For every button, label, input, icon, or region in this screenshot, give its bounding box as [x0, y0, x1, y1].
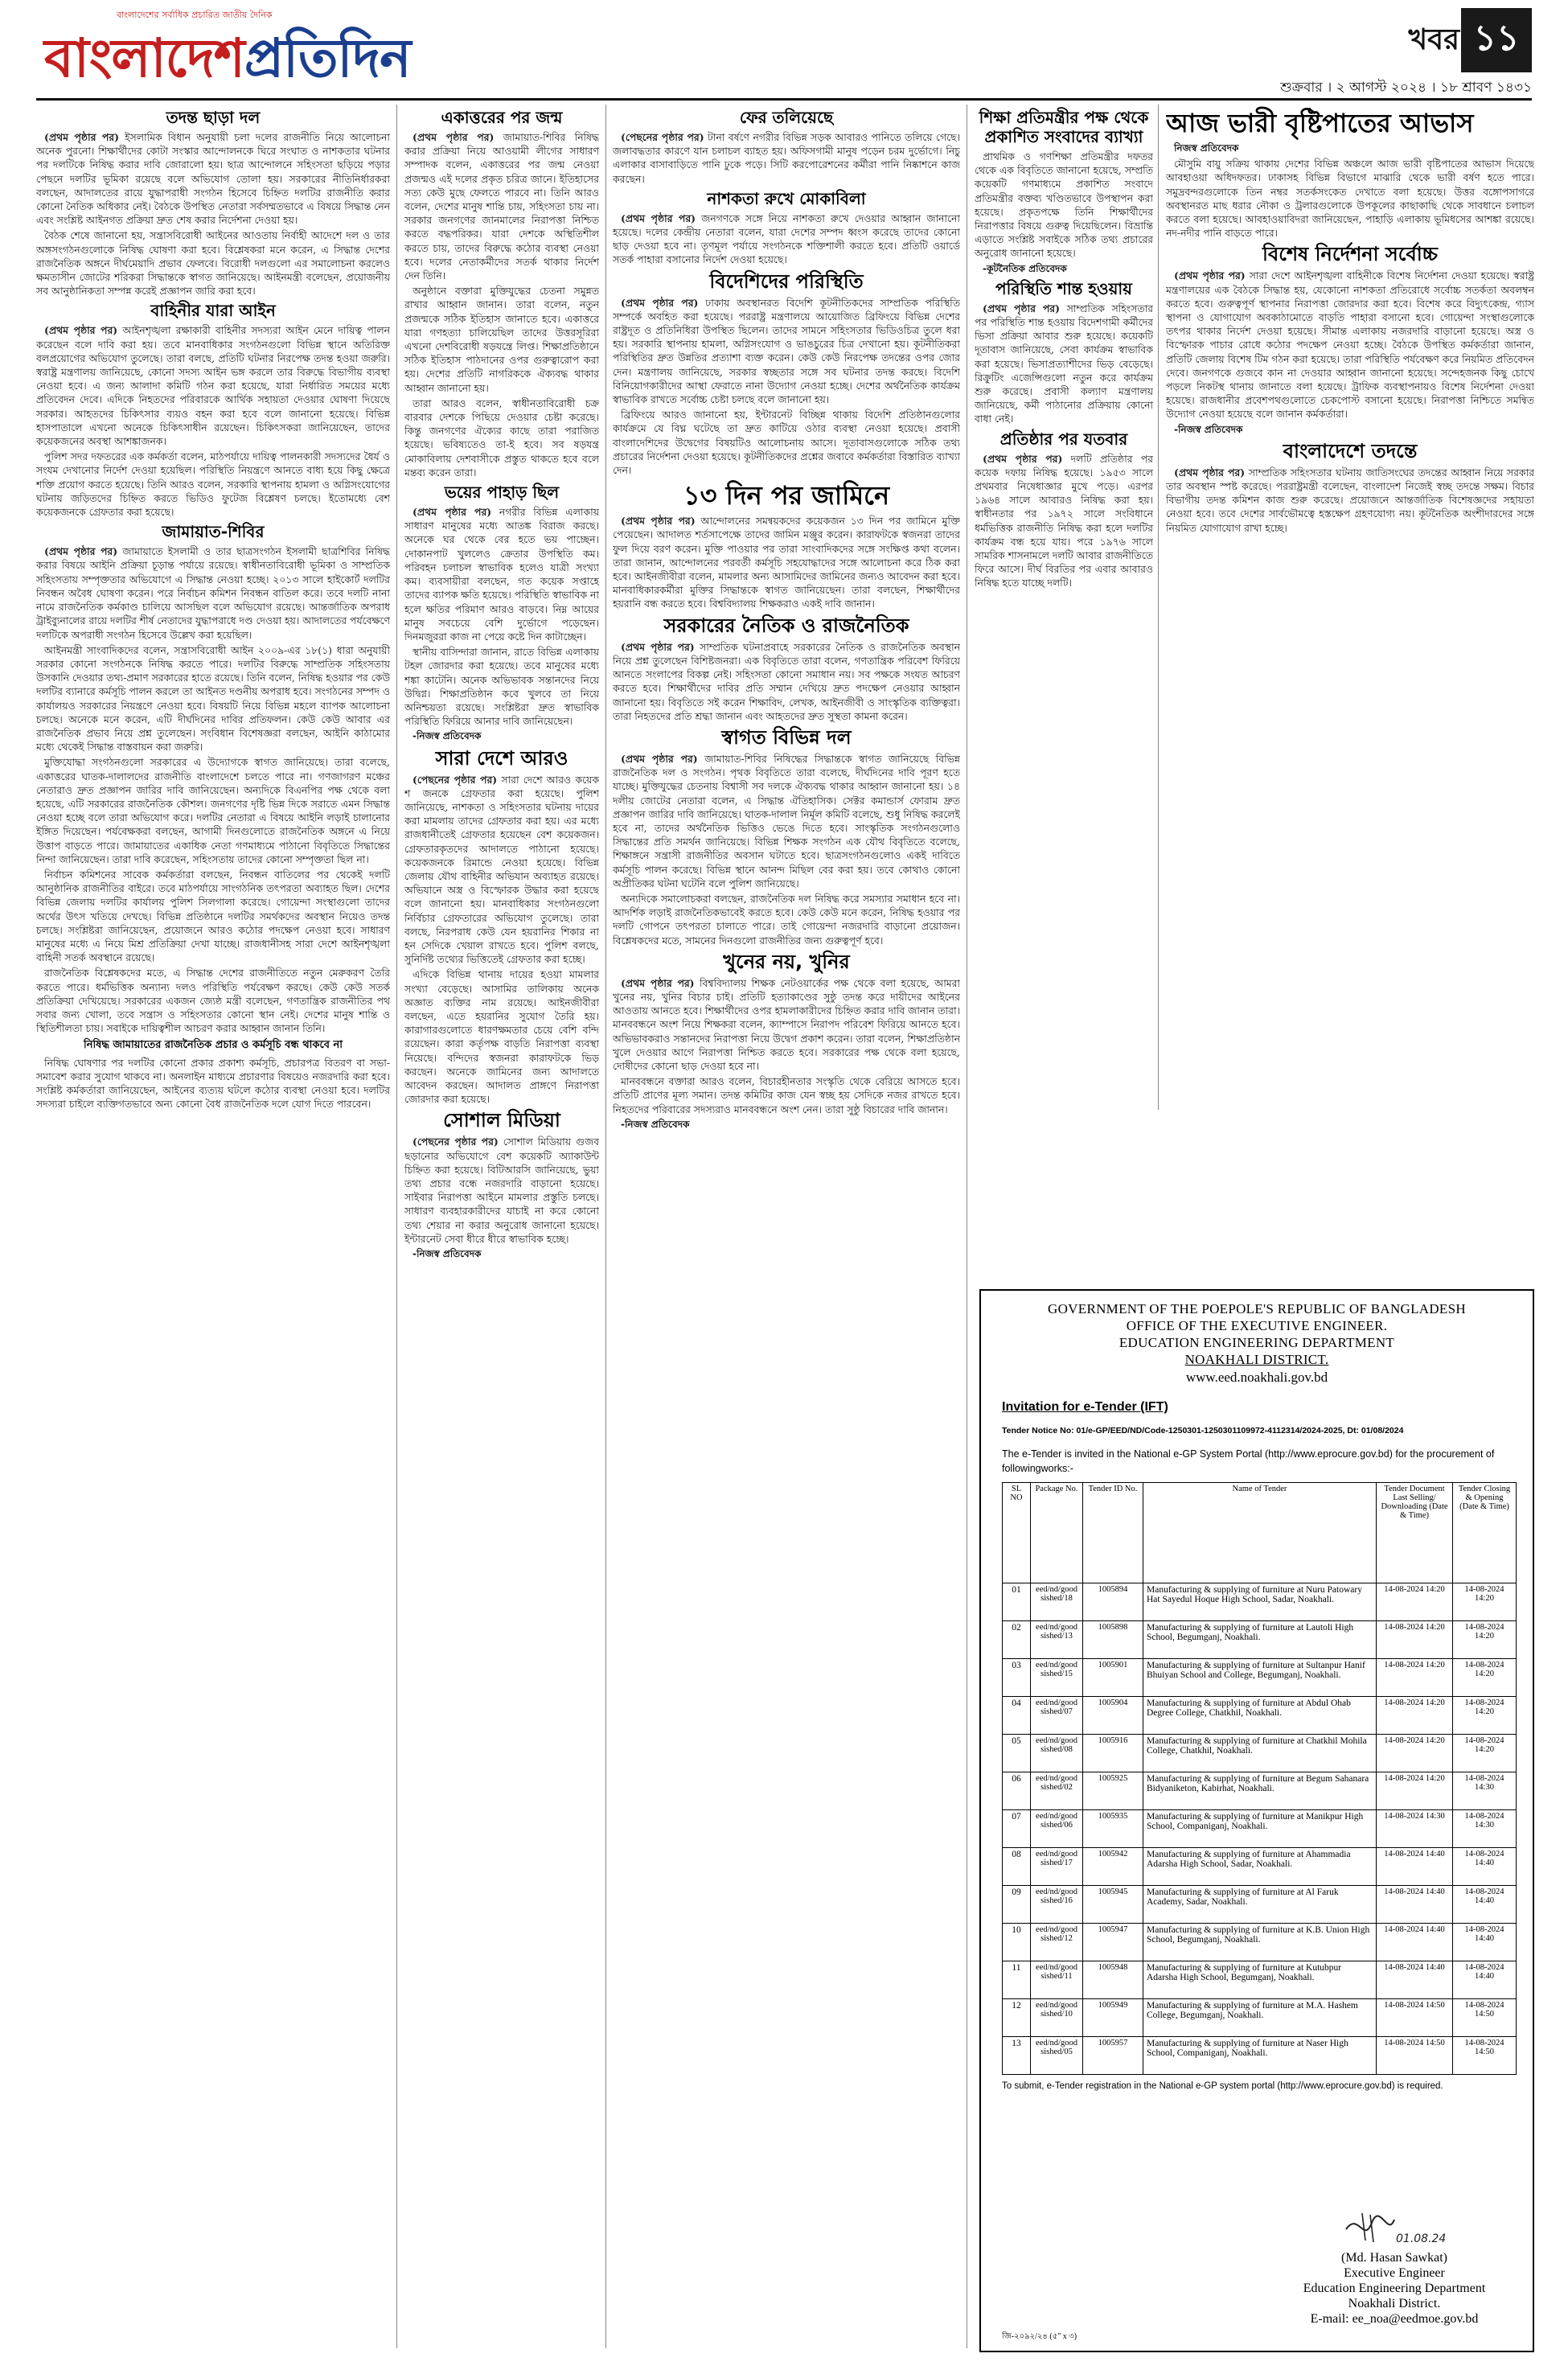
table-row	[1003, 1810, 1517, 1848]
column-divider	[1158, 105, 1159, 1110]
tender-advertisement	[979, 1289, 1534, 2352]
headline: আজ ভারী বৃষ্টিপাতের আভাস	[1166, 108, 1474, 138]
tender-id-cell: 1005925	[1083, 1772, 1143, 1810]
article-text: (প্রথম পৃষ্ঠার পর) দলটি প্রতিষ্ঠার পর কয়েক দফায় নিষিদ্ধ হয়েছে। ১৯৫৩ সালে প্রথমবার নিষেধাজ্ঞার মুখে পড়ে। এরপর ১৯৬৪ সালে আবারও নিষিদ্ধ করা হয়। স্বাধীনতার পর ১৯৭২ সালে সংবিধানে ধর্মভিত্তিক রাজনীতি নিষিদ্ধ করা হলে দলটির কার্যক্রম বন্ধ হয়ে যায়। পরে ১৯৭৬ সালে সামরিক শাসনামলে দলটি আবার রাজনীতিতে ফিরে আসে। দীর্ঘ বিরতির পর এবার আবারও নিষিদ্ধ হতে যাচ্ছে দলটি।	[975, 452, 1153, 589]
tender-sl-cell: 03	[1003, 1659, 1031, 1697]
tender-package-cell: eed/nd/good sished/10	[1031, 1999, 1083, 2037]
article-column-4	[975, 105, 1153, 1110]
headline: শিক্ষা প্রতিমন্ত্রীর পক্ষ থেকে প্রকাশিত সংবাদের ব্যাখ্যা	[979, 108, 1149, 146]
article-text: (প্রথম পৃষ্ঠার পর) আন্দোলনের সমন্বয়কদের কয়েকজন ১৩ দিন পর জামিনে মুক্তি পেয়েছেন। আদালত শর্তসাপেক্ষে তাদের জামিন মঞ্জুর করেন। কারাফটকে স্বজনরা তাদের ফুল দিয়ে বরণ করেন। মুক্তি পাওয়ার পর তারা সাংবাদিকদের সঙ্গে সংক্ষিপ্ত কথা বলেন। তারা জানান, আন্দোলনের পরবর্তী কর্মসূচি সহযোদ্ধাদের সঙ্গে আলোচনা করে ঠিক করা হবে। আইনজীবীরা বলেন, মামলার অন্য আসামিদের জামিনের জন্যও আবেদন করা হবে। মানবাধিকারকর্মীরা মুক্তির সিদ্ধান্তকে স্বাগত জানিয়েছেন। তারা বলছেন, শিক্ষার্থীদের হয়রানি বন্ধ করতে হবে। বিশ্ববিদ্যালয় শিক্ষকরাও একই দাবি জানান।	[613, 515, 960, 610]
col-sl: SL NO	[1003, 1483, 1031, 1583]
article-text: (প্রথম পৃষ্ঠার পর) সাম্প্রতিক সহিংসতার ঘটনায় জাতিসংঘের তদন্তের আহ্বান নিয়ে সরকার তার অবস্থান স্পষ্ট করেছে। পররাষ্ট্রমন্ত্রী বলেছেন, বাংলাদেশ নিজেই স্বচ্ছ তদন্তে সক্ষম। বিচার বিভাগীয় তদন্ত কমিশন কাজ শুরু করেছে। প্রয়োজনে আন্তর্জাতিক বিশেষজ্ঞদের সহায়তা নেওয়া হবে। তবে দেশের সার্বভৌমত্বে হস্তক্ষেপ গ্রহণযোগ্য নয়। কূটনৈতিক অংশীদারদের সঙ্গে নিয়মিত যোগাযোগ রাখা হচ্ছে।	[1166, 466, 1534, 534]
tender-id-cell: 1005942	[1083, 1848, 1143, 1886]
headline: প্রতিষ্ঠার পর যতবার	[999, 429, 1128, 449]
tender-doc-date-cell: 14-08-2024 14:20	[1377, 1659, 1453, 1697]
tender-closing-date-cell: 14-08-2024 14:20	[1453, 1621, 1517, 1659]
ad-code: জি-২০৯২/২৪ (৫" x ৩)	[1002, 2332, 1077, 2341]
headline: জামায়াত-শিবির	[162, 522, 265, 542]
col-tender-id: Tender ID No.	[1083, 1483, 1143, 1583]
col-last-selling: Tender Document Last Selling/ Downloading (Date & Time)	[1377, 1483, 1453, 1583]
tender-sl-cell: 09	[1003, 1886, 1031, 1924]
masthead-rule	[36, 98, 1532, 101]
tender-sl-cell: 12	[1003, 1999, 1031, 2037]
article-text: অনুষ্ঠানে বক্তারা মুক্তিযুদ্ধের চেতনা সমুন্নত রাখার আহ্বান জানান। তারা বলেন, নতুন প্রজন্মকে সঠিক ইতিহাস জানাতে হবে। একাত্তরে যারা গণহত্যা চালিয়েছিল তাদের উত্তরসূরিরা এখনো দেশবিরোধী ষড়যন্ত্রে লিপ্ত। শিক্ষাপ্রতিষ্ঠানে সঠিক ইতিহাস পাঠদানের ওপর গুরুত্বারোপ করা হয়। দেশের প্রতিটি নাগরিককে ঐক্যবদ্ধ থাকার আহ্বান জানানো হয়।	[404, 285, 599, 394]
article-text: মুক্তিযোদ্ধা সংগঠনগুলো সরকারের এ উদ্যোগকে স্বাগত জানিয়েছে। তারা বলেছে, একাত্তরের ঘাতক-দালালদের রাজনীতি বাংলাদেশে চলতে পারে না। গণজাগরণ মঞ্চের নেতারাও দ্রুত প্রজ্ঞাপন জারির দাবি জানিয়েছেন। অন্যদিকে বিএনপির পক্ষ থেকে বলা হয়েছে, এটি সরকারের রাজনৈতিক কৌশল। জনগণের দৃষ্টি ভিন্ন দিকে সরাতে এমন সিদ্ধান্ত নেওয়া হচ্ছে বলে তারা অভিযোগ করে। দলটির নেতারা এ বিষয়ে আইনি লড়াই চালানোর ইঙ্গিত দিয়েছেন। পর্যবেক্ষকরা বলছেন, আগামী দিনগুলোতে রাজনৈতিক অঙ্গনে এ নিয়ে উত্তাপ বাড়তে পারে। জামায়াতের একাধিক নেতা গণমাধ্যমে পাঠানো বিবৃতিতে সিদ্ধান্তের নিন্দা জানিয়েছেন। তারা দাবি করেছেন, সহিংসতায় তাদের কোনো সম্পৃক্ততা ছিল না।	[36, 756, 390, 865]
tender-name-cell: Manufacturing & supplying of furniture at Sultanpur Hanif Bhuiyan School and College, Begumganj, Noakhali.	[1143, 1659, 1377, 1697]
tender-closing-date-cell: 14-08-2024 14:40	[1453, 1848, 1517, 1886]
table-row	[1003, 1886, 1517, 1924]
table-row	[1003, 1583, 1517, 1621]
article-text: অন্যদিকে সমালোচকরা বলছেন, রাজনৈতিক দল নিষিদ্ধ করে সমস্যার সমাধান হবে না। আদর্শিক লড়াই রাজনৈতিকভাবেই করতে হবে। কেউ কেউ মনে করেন, নিষিদ্ধ হওয়ার পর দলটি গোপনে তৎপরতা চালাতে পারে। তাই গোয়েন্দা নজরদারি বাড়ানো প্রয়োজন। বিশ্লেষকদের মতে, সামনের দিনগুলো রাজনীতির জন্য গুরুত্বপূর্ণ হবে।	[613, 892, 960, 947]
byline: -কূটনৈতিক প্রতিবেদক	[983, 262, 1067, 274]
signatory-district: Noakhali District.	[1348, 2297, 1441, 2310]
tender-doc-date-cell: 14-08-2024 14:30	[1377, 1810, 1453, 1848]
table-row	[1003, 1659, 1517, 1697]
article-text: (প্রথম পৃষ্ঠার পর) সারা দেশে আইনশৃঙ্খলা বাহিনীকে বিশেষ নির্দেশনা দেওয়া হয়েছে। স্বরাষ্ট্র মন্ত্রণালয়ের এক বৈঠকে সিদ্ধান্ত হয়, যেকোনো নাশকতা প্রতিরোধে সর্বোচ্চ সতর্কতা অবলম্বন করতে হবে। গুরুত্বপূর্ণ স্থাপনার নিরাপত্তা জোরদার করা হবে। বিশেষ করে বিদ্যুৎকেন্দ্র, গ্যাস স্থাপনা ও যোগাযোগ অবকাঠামোতে বাড়তি পাহারা বসানো হবে। গোয়েন্দা সংস্থাগুলোকে তৎপর থাকার নির্দেশ দেওয়া হয়েছে। সীমান্ত এলাকায় নজরদারি বাড়ানো হয়েছে। অস্ত্র ও বিস্ফোরক পাচার রোধে কঠোর পদক্ষেপ নেওয়া হচ্ছে। বৈঠকে উপস্থিত কর্মকর্তারা জানান, প্রতিটি জেলায় বিশেষ টিম গঠন করা হয়েছে। তারা পরিস্থিতি পর্যবেক্ষণ করে নিয়মিত প্রতিবেদন দেবে। জনগণকে গুজবে কান না দেওয়ার আহ্বান জানানো হয়েছে। সন্দেহজনক কিছু চোখে পড়লে নিকটস্থ থানায় জানাতে বলা হয়েছে। ট্রাফিক ব্যবস্থাপনায়ও বিশেষ নির্দেশনা দেওয়া হয়েছে। রাজধানীর প্রবেশপথগুলোতে চেকপোস্ট বসানো হয়েছে। নিরাপত্তা নিশ্চিতে সমন্বিত উদ্যোগ নেওয়া হয়েছে বলে জানান কর্মকর্তারা।	[1166, 269, 1534, 421]
subheadline: নিষিদ্ধ জামায়াতের রাজনৈতিক প্রচার ও কর্মসূচি বন্ধ থাকবে না	[83, 1039, 343, 1052]
tender-id-cell: 1005957	[1083, 2037, 1143, 2075]
article-text: (প্রথম পৃষ্ঠার পর) জামায়াতে ইসলামী ও তার ছাত্রসংগঠন ইসলামী ছাত্রশিবির নিষিদ্ধ করার বিষয়ে আইনি প্রক্রিয়া চূড়ান্ত পর্যায়ে রয়েছে। স্বাধীনতাবিরোধী ভূমিকা ও সাম্প্রতিক সহিংসতায় সম্পৃক্ততার অভিযোগে এ সিদ্ধান্ত নেওয়া হচ্ছে। ২০১৩ সালে হাইকোর্ট দলটির নিবন্ধন অবৈধ ঘোষণা করেন। পরে নির্বাচন কমিশন নিবন্ধন বাতিল করে। তবে দলটি নানা নামে রাজনৈতিক কর্মকাণ্ড চালিয়ে আসছিল বলে অভিযোগ রয়েছে। আন্তর্জাতিক অপরাধ ট্রাইব্যুনালের রায়ে দলটির শীর্ষ নেতাদের যুদ্ধাপরাধে দণ্ড দেওয়া হয়। আদালতের পর্যবেক্ষণে দলটিকে অপরাধী সংগঠন হিসেবে উল্লেখ করা হয়েছিল।	[36, 545, 390, 641]
tender-package-cell: eed/nd/good sished/12	[1031, 1924, 1083, 1961]
tender-package-cell: eed/nd/good sished/16	[1031, 1886, 1083, 1924]
col-package: Package No.	[1031, 1483, 1083, 1583]
tender-doc-date-cell: 14-08-2024 14:40	[1377, 1924, 1453, 1961]
article-text: প্রাথমিক ও গণশিক্ষা প্রতিমন্ত্রীর দফতর থেকে এক বিবৃতিতে জানানো হয়েছে, সম্প্রতি কয়েকটি গণমাধ্যমে প্রকাশিত সংবাদে প্রতিমন্ত্রীর বক্তব্য খণ্ডিতভাবে উপস্থাপন করা হয়েছে। প্রকৃতপক্ষে তিনি শিক্ষার্থীদের নিরাপত্তার বিষয়ে গুরুত্ব দিয়েছিলেন। বিভ্রান্তি এড়াতে সংশ্লিষ্ট সবাইকে সঠিক তথ্য প্রচারের অনুরোধ জানানো হয়েছে।	[975, 150, 1153, 260]
tender-package-cell: eed/nd/good sished/08	[1031, 1735, 1083, 1772]
masthead-tagline: বাংলাদেশের সর্বাধিক প্রচারিত জাতীয় দৈনিক	[117, 10, 273, 20]
page-number-badge: ১১	[1461, 8, 1532, 72]
headline: বিদেশিদের পরিস্থিতি	[709, 269, 864, 293]
article-text: নিষিদ্ধ ঘোষণার পর দলটির কোনো প্রকার প্রকাশ্য কর্মসূচি, প্রচারপত্র বিতরণ বা সভা-সমাবেশ করার সুযোগ থাকবে না। অনলাইন মাধ্যমে প্রচারণার বিষয়েও নজরদারি করা হবে। সংশ্লিষ্ট কর্মকর্তারা জানিয়েছেন, আইনের ব্যত্যয় ঘটলে কঠোর ব্যবস্থা নেওয়া হবে। দলটির সদস্যরা চাইলে ব্যক্তিগতভাবে অন্য কোনো বৈধ রাজনৈতিক দলে যোগ দিতে পারবেন।	[36, 1056, 390, 1111]
article-text: (পেছনের পৃষ্ঠার পর) সারা দেশে আরও কয়েক শ জনকে গ্রেফতার করা হয়েছে। পুলিশ জানিয়েছে, নাশকতা ও সহিংসতার ঘটনায় দায়ের করা মামলায় তাদের গ্রেফতার করা হয়। এর মধ্যে রাজধানীতেই গ্রেফতার হয়েছেন বেশ কয়েকজন। গ্রেফতারকৃতদের আদালতে পাঠানো হয়েছে। কয়েকজনকে রিমান্ডে নেওয়া হয়েছে। বিভিন্ন জেলায় যৌথ বাহিনীর অভিযান অব্যাহত রয়েছে। অভিযানে অস্ত্র ও বিস্ফোরক উদ্ধার করা হয়েছে বলে জানানো হয়। মানবাধিকার সংগঠনগুলো নির্বিচার গ্রেফতারের অভিযোগ তুলেছে। তারা বলছে, নিরপরাধ কেউ যেন হয়রানির শিকার না হন সেদিকে খেয়াল রাখতে হবে। পুলিশ বলছে, সুনির্দিষ্ট তথ্যের ভিত্তিতেই গ্রেফতার করা হচ্ছে।	[404, 773, 599, 966]
signatory-title: Executive Engineer	[1344, 2266, 1445, 2280]
article-column-1	[36, 105, 390, 2348]
article-text: (প্রথম পৃষ্ঠার পর) ঢাকায় অবস্থানরত বিদেশি কূটনীতিকদের সাম্প্রতিক পরিস্থিতি সম্পর্কে অবহিত করা হয়েছে। পররাষ্ট্র মন্ত্রণালয়ে আয়োজিত ব্রিফিংয়ে বিভিন্ন দেশের রাষ্ট্রদূত ও প্রতিনিধিরা উপস্থিত ছিলেন। তাদের সামনে সহিংসতার ভিডিওচিত্র তুলে ধরা হয়। সরকারি স্থাপনায় হামলা, অগ্নিসংযোগ ও ভাঙচুরের চিত্র দেখানো হয়। কূটনীতিকরা পরিস্থিতির দ্রুত উন্নতির প্রত্যাশা ব্যক্ত করেন। কেউ কেউ নিরপেক্ষ তদন্তের ওপর জোর দেন। মন্ত্রণালয় জানিয়েছে, সরকার স্বচ্ছতার সঙ্গে সব ঘটনার তদন্ত করছে। বিদেশি বিনিয়োগকারীদের আস্থা ফেরাতে নানা উদ্যোগ নেওয়া হচ্ছে। দেশের অর্থনৈতিক কার্যক্রম স্বাভাবিক রাখতে সর্বোচ্চ চেষ্টা চলছে বলে জানানো হয়।	[613, 296, 960, 406]
headline: সারা দেশে আরও	[435, 746, 569, 770]
col-name: Name of Tender	[1143, 1483, 1377, 1583]
headline: খুনের নয়, খুনির	[723, 950, 850, 973]
tender-doc-date-cell: 14-08-2024 14:40	[1377, 1961, 1453, 1999]
tender-id-cell: 1005945	[1083, 1886, 1143, 1924]
table-row	[1003, 2037, 1517, 2075]
article-column-2	[404, 105, 599, 2348]
byline: -নিজস্ব প্রতিবেদক	[621, 1118, 690, 1130]
tender-closing-date-cell: 14-08-2024 14:20	[1453, 1659, 1517, 1697]
article-text: (প্রথম পৃষ্ঠার পর) সাম্প্রতিক সহিংসতার পর পরিস্থিতি শান্ত হওয়ায় বিদেশগামী কর্মীদের ভিসা প্রক্রিয়া আবার শুরু হয়েছে। কয়েকটি দূতাবাস জানিয়েছে, সেবা কার্যক্রম স্বাভাবিক করা হয়েছে। ভিসাপ্রত্যাশীদের ভিড় বেড়েছে। রিক্রুটিং এজেন্সিগুলো নতুন করে কার্যক্রম শুরু করেছে। প্রবাসী কল্যাণ মন্ত্রণালয় জানিয়েছে, কর্মী পাঠানোর প্রক্রিয়ায় কোনো বাধা নেই।	[975, 302, 1153, 425]
headline: সরকারের নৈতিক ও রাজনৈতিক	[663, 614, 909, 637]
tender-doc-date-cell: 14-08-2024 14:50	[1377, 1999, 1453, 2037]
article-text: (প্রথম পৃষ্ঠার পর) সাম্প্রতিক ঘটনাপ্রবাহে সরকারের নৈতিক ও রাজনৈতিক অবস্থান নিয়ে প্রশ্ন তুলেছেন বিশিষ্টজনরা। এক বিবৃতিতে তারা বলেন, গণতান্ত্রিক পরিবেশ ফিরিয়ে আনতে সংলাপের বিকল্প নেই। সহিংসতা কোনো সমাধান নয়। সব পক্ষকে সংযত আচরণ করতে হবে। শিক্ষার্থীদের দাবির প্রতি সম্মান দেখিয়ে দ্রুত পদক্ষেপ নেওয়ার আহ্বান জানানো হয়। বিবৃতিতে সই করেন শিক্ষাবিদ, লেখক, আইনজীবী ও সাংস্কৃতিক ব্যক্তিত্বরা। তারা নিহতদের প্রতি শ্রদ্ধা জানান এবং আহতদের দ্রুত সুস্থতা কামনা করেন।	[613, 640, 960, 722]
headline: ১৩ দিন পর জামিনে	[683, 480, 890, 511]
tender-package-cell: eed/nd/good sished/05	[1031, 2037, 1083, 2075]
tender-name-cell: Manufacturing & supplying of furniture at Manikpur High School, Companiganj, Noakhali.	[1143, 1810, 1377, 1848]
headline: সোশাল মিডিয়া	[443, 1109, 560, 1132]
headline: তদন্ত ছাড়া দল	[166, 108, 261, 127]
headline: বাংলাদেশে তদন্তে	[1283, 439, 1418, 462]
tender-name-cell: Manufacturing & supplying of furniture at Al Faruk Academy, Sadar, Noakhali.	[1143, 1886, 1377, 1924]
tender-doc-date-cell: 14-08-2024 14:20	[1377, 1583, 1453, 1621]
headline: স্বাগত বিভিন্ন দল	[721, 725, 852, 749]
byline: নিজস্ব প্রতিবেদক	[1174, 142, 1239, 154]
article-text: (প্রথম পৃষ্ঠার পর) নগরীর বিভিন্ন এলাকায় সাধারণ মানুষের মধ্যে আতঙ্ক বিরাজ করছে। অনেকে ঘর থেকে বের হতে ভয় পাচ্ছেন। দোকানপাট খুললেও ক্রেতার উপস্থিতি কম। পরিবহন চলাচল স্বাভাবিক হলেও যাত্রী সংখ্যা কম। ব্যবসায়ীরা বলছেন, গত কয়েক সপ্তাহে তাদের ব্যাপক ক্ষতি হয়েছে। পরিস্থিতি স্বাভাবিক না হলে ক্ষতির পরিমাণ আরও বাড়বে। নিম্ন আয়ের মানুষ সবচেয়ে বেশি দুর্ভোগে পড়েছেন। দিনমজুররা কাজ না পেয়ে কষ্টে দিন কাটাচ্ছেন।	[404, 506, 599, 643]
article-text: স্থানীয় বাসিন্দারা জানান, রাতে বিভিন্ন এলাকায় টহল জোরদার করা হয়েছে। তবে মানুষের মধ্যে শঙ্কা কাটেনি। অনেক অভিভাবক সন্তানদের নিয়ে উদ্বিগ্ন। শিক্ষাপ্রতিষ্ঠান কবে খুলবে তা নিয়ে অনিশ্চয়তা রয়েছে। সংশ্লিষ্টরা দ্রুত স্বাভাবিক পরিস্থিতি ফিরিয়ে আনার দাবি জানিয়েছেন।	[404, 646, 599, 728]
tender-sl-cell: 11	[1003, 1961, 1031, 1999]
article-text: ব্রিফিংয়ে আরও জানানো হয়, ইন্টারনেট বিচ্ছিন্ন থাকায় বিদেশি প্রতিষ্ঠানগুলোর কার্যক্রমে যে বিঘ্ন ঘটেছে তা দ্রুত কাটিয়ে ওঠার ব্যবস্থা নেওয়া হয়েছে। প্রবাসী বাংলাদেশিদের উদ্বেগের বিষয়টিও আলোচনায় আসে। দূতাবাসগুলোকে সঠিক তথ্য প্রচারের নির্দেশনা দেওয়া হয়েছে। কূটনীতিকদের প্রশ্নের জবাবে কর্মকর্তারা বিস্তারিত ব্যাখ্যা দেন।	[613, 409, 960, 477]
tender-id-cell: 1005949	[1083, 1999, 1143, 2037]
tender-sl-cell: 05	[1003, 1735, 1031, 1772]
tender-sl-cell: 06	[1003, 1772, 1031, 1810]
tender-sl-cell: 02	[1003, 1621, 1031, 1659]
article-text: তারা আরও বলেন, স্বাধীনতাবিরোধী চক্র বারবার দেশকে পিছিয়ে দেওয়ার চেষ্টা করেছে। কিন্তু জনগণের ঐক্যের কাছে তারা পরাজিত হয়েছে। ভবিষ্যতেও তা-ই হবে। সব ষড়যন্ত্র মোকাবিলায় দেশবাসীকে প্রস্তুত থাকতে হবে বলে মন্তব্য করেন তারা।	[404, 396, 599, 478]
tender-package-cell: eed/nd/good sished/02	[1031, 1772, 1083, 1810]
tender-closing-date-cell: 14-08-2024 14:50	[1453, 2037, 1517, 2075]
tender-doc-date-cell: 14-08-2024 14:20	[1377, 1621, 1453, 1659]
article-text: (প্রথম পৃষ্ঠার পর) জামায়াত-শিবির নিষিদ্ধের সিদ্ধান্তকে স্বাগত জানিয়েছে বিভিন্ন রাজনৈতিক দল ও সংগঠন। পৃথক বিবৃতিতে তারা বলেছে, দীর্ঘদিনের দাবি পূরণ হতে যাচ্ছে। মুক্তিযুদ্ধের চেতনায় বিশ্বাসী সব দলকে ঐক্যবদ্ধ থাকার আহ্বান জানানো হয়। ১৪ দলীয় জোটের নেতারা বলেন, এ সিদ্ধান্ত ঐতিহাসিক। সেক্টর কমান্ডার্স ফোরাম দ্রুত প্রজ্ঞাপন জারির দাবি জানিয়েছে। ঘাতক-দালাল নির্মূল কমিটি বলেছে, শুধু নিষিদ্ধ করলেই হবে না, তাদের অর্থনৈতিক ভিত্তিও ভেঙে দিতে হবে। সাংস্কৃতিক সংগঠনগুলোও সিদ্ধান্তের প্রতি সমর্থন জানিয়েছে। বিভিন্ন শিক্ষক সংগঠন এক যৌথ বিবৃতিতে বলেছে, শিক্ষাঙ্গনে সন্ত্রাসী রাজনীতির অবসান ঘটাতে হবে। ছাত্রসংগঠনগুলোও একই দাবিতে কর্মসূচি পালন করেছে। বিভিন্ন স্থানে আনন্দ মিছিল বের করা হয়। তবে কোথাও কোনো অপ্রীতিকর ঘটনা ঘটেনি বলে পুলিশ জানিয়েছে।	[613, 752, 960, 889]
tender-closing-date-cell: 14-08-2024 14:40	[1453, 1961, 1517, 1999]
tender-table	[1002, 1482, 1517, 2075]
article-text: (প্রথম পৃষ্ঠার পর) ইসলামিক বিধান অনুযায়ী চলা দলের রাজনীতি নিয়ে আলোচনা অনেক পুরনো। শিক্ষার্থীদের কোটা সংস্কার আন্দোলনকে ঘিরে সংঘাত ও নাশকতার ঘটনার পর দলটিকে নিষিদ্ধ করার দাবি জোরালো হয়। ছাত্র আন্দোলনে সহিংসতা ছড়িয়ে পড়ার পেছনে দলটির ভূমিকা রয়েছে বলে অভিযোগ তোলা হয়। সরকারের নীতিনির্ধারকরা বলছেন, আদালতের রায়ে যুদ্ধাপরাধী সংগঠন হিসেবে চিহ্নিত দলটির রাজনীতি করার কোনো নৈতিক অধিকার নেই। বৈঠকে উপস্থিত নেতারা সর্বসম্মতভাবে এ বিষয়ে সিদ্ধান্ত নেন এবং সংশ্লিষ্ট আইনগত প্রক্রিয়া দ্রুত শেষ করার নির্দেশনা দেওয়া হয়।	[36, 131, 390, 227]
tender-closing-date-cell: 14-08-2024 14:30	[1453, 1810, 1517, 1848]
handwritten-signature	[1298, 2205, 1491, 2250]
tender-doc-date-cell: 14-08-2024 14:20	[1377, 1772, 1453, 1810]
masthead-title	[44, 18, 410, 106]
tender-name-cell: Manufacturing & supplying of furniture at Chatkhil Mohila College, Chatkhil, Noakhali.	[1143, 1735, 1377, 1772]
tender-doc-date-cell: 14-08-2024 14:40	[1377, 1848, 1453, 1886]
article-text: নির্বাচন কমিশনের সাবেক কর্মকর্তারা বলছেন, নিবন্ধন বাতিলের পর থেকেই দলটি আনুষ্ঠানিক রাজনীতির বাইরে। তবে মাঠপর্যায়ে সাংগঠনিক তৎপরতা অব্যাহত ছিল। দেশের বিভিন্ন জেলায় দলটির কার্যালয় পুলিশ সিলগালা করেছে। গোয়েন্দা সংস্থাগুলো তাদের অর্থের উৎস খতিয়ে দেখছে। বিভিন্ন প্রতিষ্ঠানে দলটির সমর্থকদের অবস্থান নিয়েও তদন্ত চলছে। সংশ্লিষ্টরা জানিয়েছেন, প্রয়োজনে আরও কঠোর পদক্ষেপ নেওয়া হবে। সাধারণ মানুষের মধ্যে এ নিয়ে মিশ্র প্রতিক্রিয়া দেখা যাচ্ছে। রাজধানীসহ সারা দেশে আইনশৃঙ্খলা বাহিনী সতর্ক অবস্থানে রয়েছে।	[36, 868, 390, 964]
table-row	[1003, 1848, 1517, 1886]
article-text: বৈঠক শেষে জানানো হয়, সন্ত্রাসবিরোধী আইনের আওতায় নির্বাহী আদেশে দল ও তার অঙ্গসংগঠনগুলোকে নিষিদ্ধ ঘোষণা করা হবে। বিশ্লেষকরা মনে করেন, এ সিদ্ধান্ত দেশের রাজনৈতিক অঙ্গনে দীর্ঘমেয়াদি প্রভাব ফেলবে। বিরোধী দলগুলো এর সমালোচনা করলেও ক্ষমতাসীন জোটের শরিকরা সিদ্ধান্তকে স্বাগত জানিয়েছে। আইনমন্ত্রী বলেছেন, প্রয়োজনীয় সব আনুষ্ঠানিকতা সম্পন্ন করেই প্রজ্ঞাপন জারি করা হবে।	[36, 229, 390, 298]
tender-package-cell: eed/nd/good sished/18	[1031, 1583, 1083, 1621]
article-text: মানববন্ধনে বক্তারা আরও বলেন, বিচারহীনতার সংস্কৃতি থেকে বেরিয়ে আসতে হবে। প্রতিটি প্রাণের মূল্য সমান। তদন্ত কমিটির কাজ যেন স্বচ্ছ হয় সেদিকে নজর রাখতে হবে। নিহতদের পরিবারের সদস্যরাও মানববন্ধনে অংশ নেন। তারা সুষ্ঠু বিচারের দাবি জানান।	[613, 1075, 960, 1115]
col-closing: Tender Closing & Opening (Date & Time)	[1453, 1483, 1517, 1583]
tender-id-cell: 1005916	[1083, 1735, 1143, 1772]
tender-id-cell: 1005901	[1083, 1659, 1143, 1697]
tender-closing-date-cell: 14-08-2024 14:20	[1453, 1697, 1517, 1735]
tender-sl-cell: 08	[1003, 1848, 1031, 1886]
article-text: এদিকে বিভিন্ন থানায় দায়ের হওয়া মামলার সংখ্যা বেড়েছে। আসামির তালিকায় অনেক অজ্ঞাত ব্যক্তির নাম রয়েছে। আইনজীবীরা বলছেন, এতে হয়রানির সুযোগ তৈরি হয়। কারাগারগুলোতে ধারণক্ষমতার চেয়ে বেশি বন্দি রয়েছেন। কারা কর্তৃপক্ষ বাড়তি নিরাপত্তা ব্যবস্থা নিয়েছে। বন্দিদের স্বজনরা কারাফটকে ভিড় করছেন। অনেকে জামিনের জন্য আদালতে আবেদন করছেন। আদালত প্রাঙ্গণে নিরাপত্তা জোরদার করা হয়েছে।	[404, 968, 599, 1106]
issue-date: শুক্রবার । ২ আগস্ট ২০২৪ । ১৮ শ্রাবণ ১৪৩১	[1280, 80, 1532, 96]
tender-doc-date-cell: 14-08-2024 14:40	[1377, 1886, 1453, 1924]
tender-title: Invitation for e-Tender (IFT)	[1002, 1400, 1168, 1414]
signatory-department: Education Engineering Department	[1303, 2282, 1486, 2295]
tender-sl-cell: 10	[1003, 1924, 1031, 1961]
tender-package-cell: eed/nd/good sished/13	[1031, 1621, 1083, 1659]
tender-sl-cell: 04	[1003, 1697, 1031, 1735]
article-text: (পেছনের পৃষ্ঠার পর) সোশাল মিডিয়ায় গুজব ছড়ানোর অভিযোগে বেশ কয়েকটি অ্যাকাউন্ট চিহ্নিত করা হয়েছে। বিটিআরসি জানিয়েছে, ভুয়া তথ্য প্রচার বন্ধে নজরদারি বাড়ানো হয়েছে। সাইবার নিরাপত্তা আইনে মামলার প্রস্তুতি চলছে। সাধারণ ব্যবহারকারীদের যাচাই না করে কোনো তথ্য শেয়ার না করার অনুরোধ জানানো হয়েছে। ইন্টারনেট সেবা ধীরে ধীরে স্বাভাবিক হচ্ছে।	[404, 1136, 599, 1245]
tender-name-cell: Manufacturing & supplying of furniture at Kutubpur Adarsha High School, Begumganj, Noakhali.	[1143, 1961, 1377, 1999]
tender-package-cell: eed/nd/good sished/17	[1031, 1848, 1083, 1886]
tender-closing-date-cell: 14-08-2024 14:50	[1453, 1999, 1517, 2037]
signature-block	[1298, 2205, 1491, 2327]
tender-doc-date-cell: 14-08-2024 14:20	[1377, 1735, 1453, 1772]
masthead-title-blue: প্রতিদিন	[244, 27, 411, 89]
column-divider	[396, 105, 397, 2348]
table-row	[1003, 1621, 1517, 1659]
article-text: (প্রথম পৃষ্ঠার পর) আইনশৃঙ্খলা রক্ষাকারী বাহিনীর সদস্যরা আইন মেনে দায়িত্ব পালন করেছেন বলে দাবি করা হয়। তবে মানবাধিকার সংগঠনগুলো বিভিন্ন স্থানে অতিরিক্ত বলপ্রয়োগের অভিযোগ তুলেছে। তারা বলছে, প্রতিটি ঘটনার নিরপেক্ষ তদন্ত হওয়া জরুরি। স্বরাষ্ট্র মন্ত্রণালয় জানিয়েছে, কোনো সদস্য আইন ভঙ্গ করলে তার বিরুদ্ধে বিভাগীয় ব্যবস্থা নেওয়া হবে। এ জন্য আলাদা কমিটি গঠন করা হয়েছে, যারা নির্ধারিত সময়ের মধ্যে প্রতিবেদন দেবে। এদিকে নিহতদের পরিবারকে আর্থিক সহায়তা দেওয়ার ঘোষণা দিয়েছে সরকার। আহতদের চিকিৎসার ব্যয়ও বহন করা হবে বলে জানানো হয়েছে। বিভিন্ন হাসপাতালে এখনো অনেকে চিকিৎসাধীন রয়েছেন। চিকিৎসকরা জানিয়েছেন, তাদের কয়েকজনের অবস্থা আশঙ্কাজনক।	[36, 324, 390, 448]
tender-table-header	[1003, 1483, 1517, 1583]
tender-id-cell: 1005948	[1083, 1961, 1143, 1999]
tender-name-cell: Manufacturing & supplying of furniture at Lautoli High School, Begumganj, Noakhali.	[1143, 1621, 1377, 1659]
signatory-email[interactable]: E-mail: ee_noa@eedmoe.gov.bd	[1310, 2312, 1479, 2326]
table-row	[1003, 1735, 1517, 1772]
tender-id-cell: 1005898	[1083, 1621, 1143, 1659]
tender-notice-number: Tender Notice No: 01/e-GP/EED/ND/Code-1250301-1250301109972-4112314/2024-2025, Dt: 01/08/2024	[1002, 1426, 1404, 1435]
byline: -নিজস্ব প্রতিবেদক	[413, 1248, 482, 1260]
tender-closing-date-cell: 14-08-2024 14:40	[1453, 1924, 1517, 1961]
article-text: আইনমন্ত্রী সাংবাদিকদের বলেন, সন্ত্রাসবিরোধী আইন ২০০৯-এর ১৮(১) ধারা অনুযায়ী সরকার কোনো সংগঠনকে নিষিদ্ধ করতে পারে। দলটির বিরুদ্ধে সাম্প্রতিক সহিংসতায় উসকানি দেওয়ার তথ্য-প্রমাণ সরকারের হাতে রয়েছে। তিনি বলেন, নিষিদ্ধ হওয়ার পর কেউ দলটির ব্যানারে কর্মসূচি পালন করলে তা আইনত দণ্ডনীয় অপরাধ হবে। সংগঠনের সম্পদ ও কার্যালয়ও সরকারের নিয়ন্ত্রণে নেওয়া হবে। বিষয়টি নিয়ে বিভিন্ন মহলে ব্যাপক আলোচনা চলছে। অনেকে মনে করেন, এটি দীর্ঘদিনের দাবির প্রতিফলন। কেউ কেউ আবার এর রাজনৈতিক প্রভাব নিয়ে প্রশ্ন তুলেছেন। সংবিধান বিশেষজ্ঞরা বলছেন, আইনি কাঠামোর মধ্যে থেকেই সিদ্ধান্ত বাস্তবায়ন করা জরুরি।	[36, 643, 390, 754]
tender-intro: The e-Tender is invited in the National e-GP System Portal (http://www.eprocure.gov.bd) for the procurement of followingworks:-	[1002, 1448, 1495, 1474]
tender-closing-date-cell: 14-08-2024 14:20	[1453, 1583, 1517, 1621]
tender-name-cell: Manufacturing & supplying of furniture at Abdul Ohab Degree College, Chatkhil, Noakhali.	[1143, 1697, 1377, 1735]
article-text: পুলিশ সদর দফতরের এক কর্মকর্তা বলেন, মাঠপর্যায়ে দায়িত্ব পালনকারী সদস্যদের ধৈর্য ও সংযম দেখানোর নির্দেশ দেওয়া হয়েছিল। পরিস্থিতি নিয়ন্ত্রণে আনতে বাধ্য হয়ে কিছু ক্ষেত্রে শক্তি প্রয়োগ করতে হয়েছে। তিনি আরও বলেন, সরকারি স্থাপনায় হামলা ও অগ্নিসংযোগের ঘটনায় জড়িতদের চিহ্নিত করতে ভিডিও ফুটেজ বিশ্লেষণ চলছে। ইতোমধ্যে বেশ কয়েকজনকে গ্রেফতার করা হয়েছে।	[36, 450, 390, 519]
article-text: রাজনৈতিক বিশ্লেষকদের মতে, এ সিদ্ধান্ত দেশের রাজনীতিতে নতুন মেরুকরণ তৈরি করতে পারে। ধর্মভিত্তিক অন্যান্য দলও পরিস্থিতি পর্যবেক্ষণ করছে। কেউ কেউ সতর্ক প্রতিক্রিয়া দেখিয়েছে। সরকারের একজন জ্যেষ্ঠ মন্ত্রী বলেছেন, গণতান্ত্রিক রাজনীতির পথ সবার জন্য খোলা, তবে সন্ত্রাস ও সহিংসতার কোনো স্থান নেই। দেশের মানুষ শান্তি ও স্থিতিশীলতা চায়। সবাইকে দায়িত্বশীল আচরণ করার আহ্বান জানান তিনি।	[36, 967, 390, 1035]
byline: -নিজস্ব প্রতিবেদক	[1174, 423, 1243, 435]
tender-package-cell: eed/nd/good sished/06	[1031, 1810, 1083, 1848]
headline: বিশেষ নির্দেশনা সর্বোচ্চ	[1262, 243, 1438, 266]
tender-package-cell: eed/nd/good sished/15	[1031, 1659, 1083, 1697]
tender-name-cell: Manufacturing & supplying of furniture at Ahammadia Adarsha High School, Sadar, Noakhali.	[1143, 1848, 1377, 1886]
tender-name-cell: Manufacturing & supplying of furniture at Begum Sahanara Bidyaniketon, Kabirhat, Noakhali.	[1143, 1772, 1377, 1810]
article-text: (প্রথম পৃষ্ঠার পর) জামায়াত-শিবির নিষিদ্ধ করার প্রক্রিয়া নিয়ে আওয়ামী লীগের সাধারণ সম্পাদক বলেন, একাত্তরের পর জন্ম নেওয়া প্রজন্মও এই দলের প্রকৃত চরিত্র জানে। ইতিহাসের সত্য কেউ মুছে ফেলতে পারবে না। তিনি আরও বলেন, দেশের মানুষ শান্তি চায়, সহিংসতা চায় না। সরকার জনগণের জানমালের নিরাপত্তা নিশ্চিত করতে বদ্ধপরিকর। যারা দেশকে অস্থিতিশীল করতে চায়, তাদের বিরুদ্ধে কঠোর ব্যবস্থা নেওয়া হবে। দলের নেতাকর্মীদের সতর্ক থাকার নির্দেশ দেন তিনি।	[404, 131, 599, 282]
tender-package-cell: eed/nd/good sished/11	[1031, 1961, 1083, 1999]
tender-name-cell: Manufacturing & supplying of furniture at Nuru Patowary Hat Sayedul Hoque High School, Sadar, Noakhali.	[1143, 1583, 1377, 1621]
tender-sl-cell: 13	[1003, 2037, 1031, 2075]
tender-sl-cell: 07	[1003, 1810, 1031, 1848]
signatory-name: (Md. Hasan Sawkat)	[1341, 2251, 1447, 2265]
tender-closing-date-cell: 14-08-2024 14:30	[1453, 1772, 1517, 1810]
article-text: (প্রথম পৃষ্ঠার পর) জনগণকে সঙ্গে নিয়ে নাশকতা রুখে দেওয়ার আহ্বান জানানো হয়েছে। দলের কেন্দ্রীয় নেতারা বলেন, যারা দেশের সম্পদ ধ্বংস করেছে তাদের কোনো ছাড় দেওয়া হবে না। তৃণমূল পর্যায়ে সংগঠনকে শক্তিশালী করতে হবে। প্রতিটি ওয়ার্ডে সতর্ক পাহারা বসানোর নির্দেশ দেওয়া হয়েছে।	[613, 212, 960, 266]
byline: -নিজস্ব প্রতিবেদক	[413, 730, 482, 742]
section-name: খবর	[1408, 23, 1459, 56]
tender-id-cell: 1005935	[1083, 1810, 1143, 1848]
tender-footer-note: To submit, e-Tender registration in the National e-GP system portal (http://www.eprocure.gov.bd) is required.	[1002, 2081, 1443, 2091]
tender-id-cell: 1005947	[1083, 1924, 1143, 1961]
tender-id-cell: 1005904	[1083, 1697, 1143, 1735]
article-text: মৌসুমি বায়ু সক্রিয় থাকায় দেশের বিভিন্ন অঞ্চলে আজ ভারী বৃষ্টিপাতের আভাস দিয়েছে আবহাওয়া অধিদফতর। ঢাকাসহ বিভিন্ন বিভাগে মাঝারি থেকে ভারী বর্ষণ হতে পারে। সমুদ্রবন্দরগুলোকে তিন নম্বর সতর্কসংকেত দেখাতে বলা হয়েছে। উত্তর বঙ্গোপসাগরে অবস্থানরত মাছ ধরার নৌকা ও ট্রলারগুলোকে উপকূলের কাছাকাছি থেকে সাবধানে চলাচল করতে বলা হয়েছে। আবহাওয়াবিদরা জানিয়েছেন, পাহাড়ি এলাকায় ভূমিধসের আশঙ্কা রয়েছে। নদ-নদীর পানি বাড়তে পারে।	[1166, 158, 1534, 240]
tender-id-cell: 1005894	[1083, 1583, 1143, 1621]
tender-name-cell: Manufacturing & supplying of furniture at M.A. Hashem College, Begumganj, Noakhali.	[1143, 1999, 1377, 2037]
article-text: (প্রথম পৃষ্ঠার পর) বিশ্ববিদ্যালয় শিক্ষক নেটওয়ার্কের পক্ষ থেকে বলা হয়েছে, আমরা খুনের নয়, খুনির বিচার চাই। প্রতিটি হত্যাকাণ্ডের সুষ্ঠু তদন্ত করে দায়ীদের আইনের আওতায় আনতে হবে। শিক্ষার্থীদের ওপর হামলাকারীদের চিহ্নিত করার দাবি জানান তারা। মানববন্ধনে অংশ নিয়ে শিক্ষকরা বলেন, ক্যাম্পাসে নিরাপদ পরিবেশ ফিরিয়ে আনতে হবে। অভিভাবকরাও সন্তানদের নিরাপত্তা নিয়ে উদ্বেগ প্রকাশ করেন। তারা বলেন, শিক্ষাপ্রতিষ্ঠান খুলে দেওয়ার আগে নিরাপত্তা নিশ্চিত করতে হবে। সরকারের পক্ষ থেকে বলা হয়েছে, দোষীদের কোনো ছাড় দেওয়া হবে না।	[613, 976, 960, 1072]
tender-sl-cell: 01	[1003, 1583, 1031, 1621]
table-row	[1003, 1999, 1517, 2037]
table-row	[1003, 1697, 1517, 1735]
article-column-3	[613, 105, 960, 2348]
tender-doc-date-cell: 14-08-2024 14:50	[1377, 2037, 1453, 2075]
tender-closing-date-cell: 14-08-2024 14:40	[1453, 1886, 1517, 1924]
headline: নাশকতা রুখে মোকাবিলা	[707, 188, 866, 208]
table-row	[1003, 1924, 1517, 1961]
table-row	[1003, 1772, 1517, 1810]
tender-closing-date-cell: 14-08-2024 14:20	[1453, 1735, 1517, 1772]
column-divider	[605, 105, 606, 2348]
masthead-title-red: বাংলাদেশ	[44, 27, 244, 89]
headline: ফের তলিয়েছে	[739, 108, 834, 127]
article-text: (পেছনের পৃষ্ঠার পর) টানা বর্ষণে নগরীর বিভিন্ন সড়ক আবারও পানিতে তলিয়ে গেছে। জলাবদ্ধতার কারণে যান চলাচল ব্যাহত হয়। অফিসগামী মানুষ পড়েন চরম দুর্ভোগে। নিচু এলাকার বাসাবাড়িতে পানি ঢুকে পড়ে। সিটি করপোরেশনের কর্মীরা পানি নিষ্কাশনে কাজ করছেন।	[613, 131, 960, 185]
ad-header: GOVERNMENT OF THE POEPOLE'S REPUBLIC OF BANGLADESH OFFICE OF THE EXECUTIVE ENGINEER. EDUCATION ENGINEERING DEPARTMENT NOAKHALI DISTRICT.	[1048, 1301, 1466, 1367]
headline: ভয়ের পাহাড় ছিল	[444, 483, 560, 503]
headline: বাহিনীর যারা আইন	[150, 301, 276, 321]
table-row	[1003, 1961, 1517, 1999]
tender-doc-date-cell: 14-08-2024 14:20	[1377, 1697, 1453, 1735]
tender-package-cell: eed/nd/good sished/07	[1031, 1697, 1083, 1735]
svg-text:01.08.24: 01.08.24	[1396, 2232, 1447, 2245]
article-right-top	[1166, 105, 1534, 1110]
headline: পরিস্থিতি শান্ত হওয়ায়	[995, 278, 1132, 298]
tender-name-cell: Manufacturing & supplying of furniture at Naser High School, Companiganj, Noakhali.	[1143, 2037, 1377, 2075]
tender-name-cell: Manufacturing & supplying of furniture at K.B. Union High School, Begumganj, Noakhali.	[1143, 1924, 1377, 1961]
headline: একাত্তরের পর জন্ম	[441, 108, 563, 127]
newspaper-logo	[44, 8, 446, 89]
ad-website[interactable]: www.eed.noakhali.gov.bd	[1185, 1370, 1328, 1385]
